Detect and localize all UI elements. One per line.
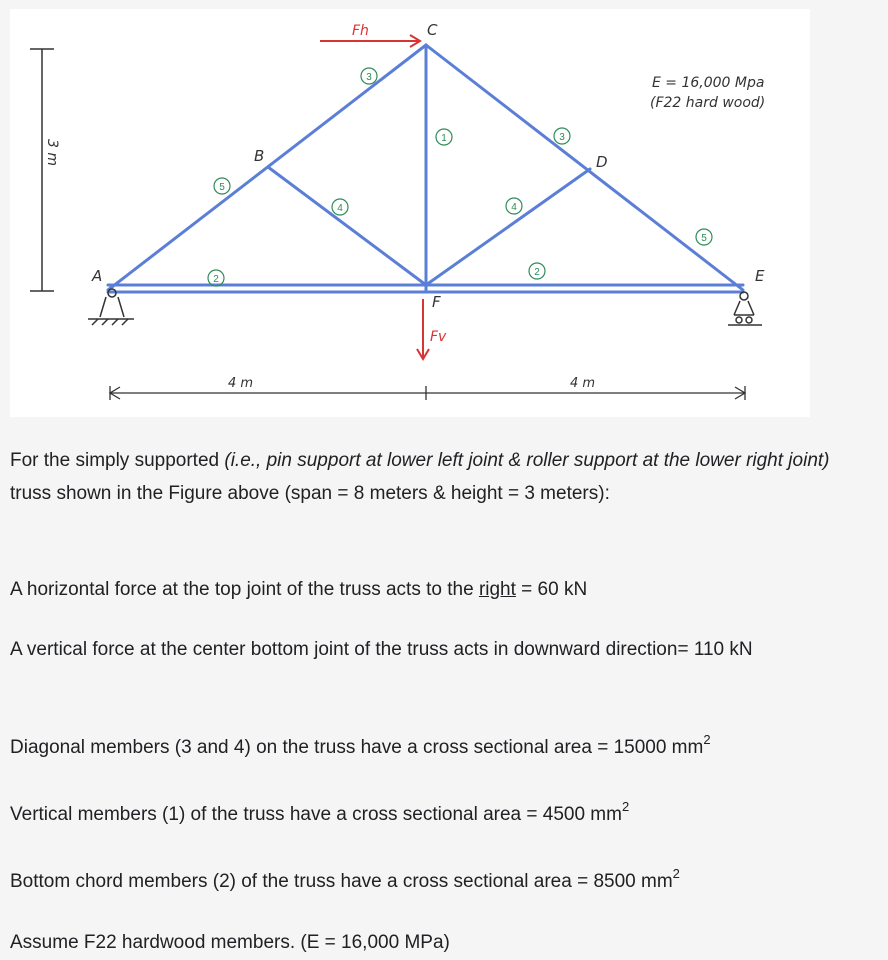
diagonal-area-text: [10, 731, 711, 764]
span-left-label: 4 m: [228, 376, 254, 391]
joint-f-label: F: [432, 293, 441, 311]
vertical-force-arrow: [417, 299, 429, 359]
member-bf: [268, 167, 426, 285]
member-circle-2-right: [529, 263, 545, 279]
member-df: [426, 169, 590, 285]
joint-c-label: C: [427, 21, 438, 39]
p2-text-a: A horizontal force at the top joint of the truss acts to the: [10, 579, 479, 600]
horizontal-force-text: [10, 573, 587, 606]
member-number: 4: [337, 203, 343, 214]
problem-statement: [10, 444, 850, 510]
vertical-force-text: A vertical force at the center bottom joint of the truss acts in downward direction= 110 kN: [10, 639, 753, 660]
material-assumption-text: Assume F22 hardwood members. (E = 16,000 MPa): [10, 932, 450, 953]
span-right-label: 4 m: [570, 376, 596, 391]
member-circle-4-left: [332, 199, 348, 215]
p6-superscript: 2: [672, 866, 680, 881]
member-number: 1: [441, 133, 447, 144]
p2-text-b: = 60 kN: [515, 579, 588, 600]
member-number: 2: [213, 274, 219, 285]
p4-superscript: 2: [703, 732, 711, 747]
member-circle-3-left: [361, 68, 377, 84]
member-number: 3: [366, 72, 372, 83]
p5-text: Vertical members (1) of the truss have a cross sectional area = 4500 mm: [10, 804, 622, 825]
p5-superscript: 2: [621, 799, 630, 814]
vertical-area-text: [10, 798, 629, 831]
material-note-line1: E = 16,000 Mpa: [652, 75, 765, 91]
p1-text-b: truss shown in the Figure above (span = 8 meters & height = 3 meters):: [10, 483, 610, 504]
joint-e-label: E: [755, 267, 765, 285]
member-number: 5: [219, 182, 225, 193]
member-number: 3: [559, 132, 565, 143]
p4-text: Diagonal members (3 and 4) on the truss have a cross sectional area = 15000 mm: [10, 737, 704, 758]
member-circle-3-right: [554, 128, 570, 144]
member-number: 5: [701, 233, 707, 244]
material-note-line2: (F22 hard wood): [650, 95, 766, 111]
member-circle-5-left: [214, 178, 230, 194]
height-dimension: [30, 49, 54, 291]
member-circle-2-left: [208, 270, 224, 286]
pin-support: [88, 289, 134, 325]
roller-support: [728, 292, 762, 325]
joint-a-label: A: [92, 267, 103, 285]
member-number: 2: [534, 267, 540, 278]
force-v-label: Fv: [430, 329, 447, 345]
joint-d-label: D: [596, 153, 608, 171]
bottom-chord-area-text: [10, 865, 680, 898]
truss-members: [108, 45, 743, 292]
member-circle-4-right: [506, 198, 522, 214]
force-h-label: Fh: [352, 23, 369, 39]
member-circle-5-right: [696, 229, 712, 245]
p1-text-emphasis: (i.e., pin support at lower left joint & roller support at the lower right joint): [224, 450, 830, 471]
horizontal-force-arrow: [320, 35, 420, 47]
member-number: 4: [511, 202, 517, 213]
p6-text: Bottom chord members (2) of the truss have a cross sectional area = 8500 mm: [10, 871, 673, 892]
joint-b-label: B: [254, 147, 265, 165]
member-circle-1: [436, 129, 452, 145]
p2-underlined: right: [478, 579, 516, 600]
height-label: 3 m: [44, 139, 60, 166]
truss-figure: [10, 9, 810, 417]
span-dimension: [110, 386, 745, 400]
p1-text-a: For the simply supported: [10, 450, 225, 471]
